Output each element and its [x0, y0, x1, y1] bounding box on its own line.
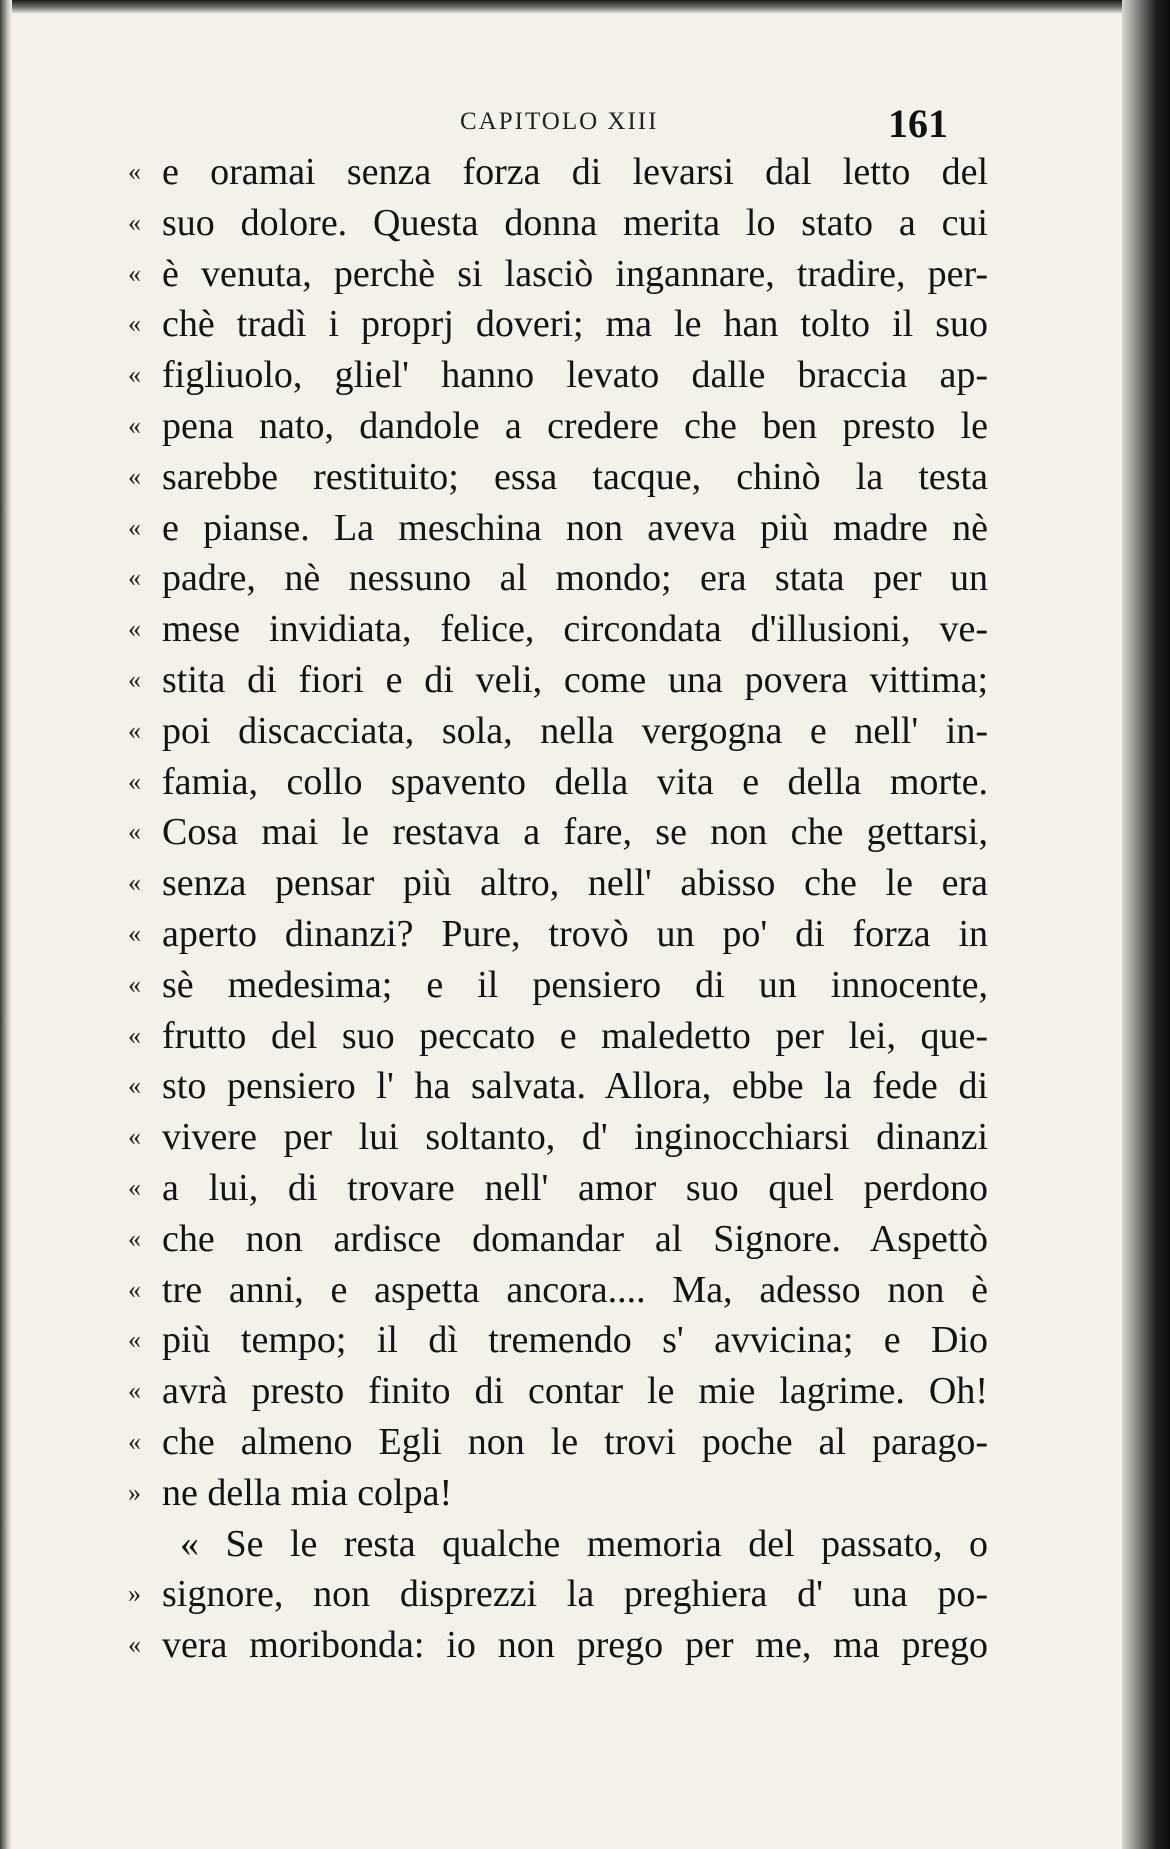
line-text: che non ardisce domandar al Signore. Aspettò — [162, 1217, 988, 1260]
quote-mark: « — [128, 157, 141, 186]
line-text: sto pensiero l' ha salvata. Allora, ebbe la fede di — [162, 1065, 988, 1108]
page-header — [0, 101, 1170, 148]
text-line — [128, 1519, 988, 1570]
quote-mark: » — [128, 1477, 141, 1507]
text-line — [128, 1468, 988, 1519]
line-text: sè medesima; e il pensiero di un innocente, — [162, 963, 988, 1006]
line-text: figliuolo, gliel' hanno levato dalle braccia ap- — [162, 354, 988, 397]
quote-mark: « — [128, 1122, 141, 1152]
text-line — [128, 503, 988, 554]
line-text: frutto del suo peccato e maledetto per lei, que- — [162, 1014, 988, 1057]
text-line — [128, 807, 988, 858]
line-text: padre, nè nessuno al mondo; era stata per un — [162, 557, 988, 600]
scan-edge-top — [0, 0, 1170, 14]
text-line — [128, 960, 988, 1011]
quote-mark: « — [128, 1223, 141, 1253]
line-text: avrà presto finito di contar le mie lagrime. Oh! — [162, 1370, 988, 1413]
text-line — [128, 1569, 988, 1620]
line-text: suo dolore. Questa donna merita lo stato a cui — [162, 201, 988, 244]
quote-mark: « — [128, 461, 141, 491]
text-line — [128, 1214, 988, 1265]
text-line — [128, 350, 988, 401]
line-text: poi discacciata, sola, nella vergogna e nell' in- — [162, 709, 988, 752]
quote-mark: « — [128, 258, 141, 288]
quote-mark: « — [128, 309, 141, 339]
line-text: vera moribonda: io non prego per me, ma prego — [162, 1624, 988, 1667]
line-text: signore, non disprezzi la preghiera d' una po- — [162, 1573, 988, 1616]
line-text: tre anni, e aspetta ancora.... Ma, adesso non è — [162, 1268, 988, 1311]
text-line — [128, 452, 988, 503]
text-line — [128, 1011, 988, 1062]
text-line — [128, 299, 988, 350]
line-text: ne della mia colpa! — [162, 1471, 453, 1514]
text-line — [128, 1366, 988, 1417]
line-text: a lui, di trovare nell' amor suo quel perdono — [162, 1166, 988, 1209]
line-text: e oramai senza forza di levarsi dal letto del — [162, 151, 988, 193]
quote-mark: « — [128, 969, 141, 999]
quote-mark: « — [128, 817, 141, 847]
quote-mark: « — [128, 1071, 141, 1101]
text-line — [128, 1112, 988, 1163]
line-text: Cosa mai le restava a fare, se non che gettarsi, — [162, 811, 988, 854]
text-line — [128, 147, 988, 198]
line-text: mese invidiata, felice, circondata d'illusioni, ve- — [162, 608, 988, 651]
quote-mark: « — [128, 918, 141, 948]
quote-mark: « — [128, 512, 141, 542]
line-text: vivere per lui soltanto, d' inginocchiarsi dinanzi — [162, 1116, 988, 1159]
text-line — [128, 1061, 988, 1112]
quote-mark: « — [128, 1172, 141, 1202]
line-text: chè tradì i proprj doveri; ma le han tolto il suo — [162, 303, 988, 346]
quote-mark: « — [128, 360, 141, 390]
line-text: è venuta, perchè si lasciò ingannare, tradire, per- — [162, 252, 988, 295]
text-line — [128, 706, 988, 757]
line-text: stita di fiori e di veli, come una povera vittima; — [162, 658, 988, 701]
text-line — [128, 1163, 988, 1214]
text-line — [128, 401, 988, 452]
text-line — [128, 909, 988, 960]
text-line — [128, 655, 988, 706]
quote-mark: « — [128, 1020, 141, 1050]
quote-mark: « — [128, 1376, 141, 1406]
quote-mark: « — [128, 410, 141, 440]
page-number: 161 — [888, 101, 948, 146]
quote-mark: « — [128, 766, 141, 796]
text-line — [128, 1315, 988, 1366]
text-line — [128, 1620, 988, 1671]
quote-mark: « — [128, 868, 141, 898]
line-text: famia, collo spavento della vita e della morte. — [162, 760, 988, 803]
text-line — [128, 1265, 988, 1316]
text-line — [128, 249, 988, 300]
text-line — [128, 1417, 988, 1468]
running-head: CAPITOLO XIII — [460, 108, 659, 135]
quote-mark: « — [128, 1325, 141, 1355]
body-text — [128, 147, 988, 1671]
text-line — [128, 757, 988, 808]
line-text: che almeno Egli non le trovi poche al parago- — [162, 1420, 988, 1463]
line-text: pena nato, dandole a credere che ben presto le — [162, 404, 988, 447]
quote-mark: » — [128, 1579, 141, 1609]
text-line — [128, 198, 988, 249]
line-text: e pianse. La meschina non aveva più madre nè — [162, 506, 988, 549]
scan-edge-left — [0, 0, 12, 1849]
line-text: senza pensar più altro, nell' abisso che le era — [162, 862, 988, 905]
line-text: aperto dinanzi? Pure, trovò un po' di forza in — [162, 912, 988, 955]
text-line — [128, 604, 988, 655]
quote-mark: « — [128, 664, 141, 694]
text-line — [128, 858, 988, 909]
quote-mark: « — [128, 1630, 141, 1660]
line-text: « Se le resta qualche memoria del passato, o — [180, 1522, 988, 1565]
scan-edge-right — [1122, 0, 1170, 1849]
quote-mark: « — [128, 1274, 141, 1304]
text-line — [128, 553, 988, 604]
quote-mark: « — [128, 614, 141, 644]
line-text: sarebbe restituito; essa tacque, chinò la testa — [162, 455, 988, 498]
quote-mark: « — [128, 715, 141, 745]
line-text: più tempo; il dì tremendo s' avvicina; e Dio — [162, 1319, 988, 1362]
quote-mark: « — [128, 563, 141, 593]
quote-mark: « — [128, 207, 141, 237]
quote-mark: « — [128, 1426, 141, 1456]
